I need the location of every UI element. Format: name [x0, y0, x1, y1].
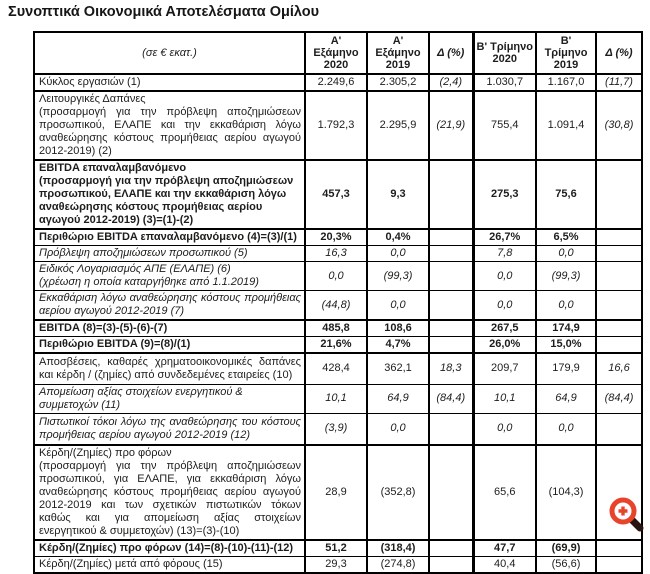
cell-r14-c2: (318,4) [367, 540, 429, 557]
cell-r6-c2: (99,3) [367, 262, 429, 291]
table-row [34, 74, 642, 91]
cell-r13-c1: 28,9 [305, 445, 367, 540]
cell-r14-c5: (69,9) [536, 540, 596, 557]
cell-r9-c2: 4,7% [367, 337, 429, 354]
table-row [34, 262, 642, 291]
row-label: Περιθώριο EBITDA (9)=(8)/(1) [34, 337, 305, 354]
column-header-4: Β' Τρίμηνο 2020 [473, 32, 536, 74]
cell-r5-c5: 0,0 [536, 246, 596, 262]
cell-r11-c5: 64,9 [536, 384, 596, 413]
cell-r1-c6: (11,7) [596, 74, 642, 91]
table-row [34, 91, 642, 160]
cell-r11-c2: 64,9 [367, 384, 429, 413]
cell-r2-c3: (21,9) [429, 91, 473, 160]
cell-r12-c1: (3,9) [305, 413, 367, 445]
cell-r2-c6: (30,8) [596, 91, 642, 160]
cell-r3-c6 [596, 160, 642, 229]
cell-r2-c5: 1.091,4 [536, 91, 596, 160]
row-label: Εκκαθάριση λόγω αναθεώρησης κόστους προμήθειας αερίου αγωγού 2012-2019 (7) [34, 291, 305, 321]
cell-r11-c1: 10,1 [305, 384, 367, 413]
cell-r12-c6 [596, 413, 642, 445]
cell-r9-c6 [596, 337, 642, 354]
table-row [34, 557, 642, 574]
row-label: EBITDA επαναλαμβανόμενο (προσαρμογή για την πρόβλεψη αποζημιώσεων προσωπικού, ΕΛΑΠΕ και την εκκαθάριση λόγω αναθεώρησης κόστους προμήθειας αερίου αγωγού 2012-2019) (3)=(1)-(2) [34, 160, 305, 229]
cell-r15-c5: (56,6) [536, 557, 596, 574]
row-label: EBITDA (8)=(3)-(5)-(6)-(7) [34, 320, 305, 337]
cell-r14-c6 [596, 540, 642, 557]
cell-r9-c1: 21,6% [305, 337, 367, 354]
cell-r8-c5: 174,9 [536, 320, 596, 337]
cell-r14-c1: 51,2 [305, 540, 367, 557]
cell-r1-c5: 1.167,0 [536, 74, 596, 91]
row-label: Κύκλος εργασιών (1) [34, 74, 305, 91]
cell-r7-c2: 0,0 [367, 291, 429, 321]
cell-r12-c3 [429, 413, 473, 445]
cell-r6-c5: (99,3) [536, 262, 596, 291]
cell-r11-c6: (84,4) [596, 384, 642, 413]
cell-r14-c4: 47,7 [473, 540, 536, 557]
cell-r10-c4: 209,7 [473, 353, 536, 384]
cell-r4-c1: 20,3% [305, 229, 367, 246]
table-row [34, 413, 642, 445]
table-row [34, 291, 642, 321]
cell-r9-c3 [429, 337, 473, 354]
column-header-2: Α' Εξάμηνο 2019 [367, 32, 429, 74]
table-row [34, 229, 642, 246]
cell-r13-c4: 65,6 [473, 445, 536, 540]
table-row [34, 160, 642, 229]
row-label: Κέρδη/(Ζημίες) προ φόρων (προσαρμογή για την πρόβλεψη αποζημιώσεων προσωπικού, για ΕΛΑΠΕ, για εκκαθάριση λόγω αναθεώρησης κόστους προμήθειας αερίου αγωγού 2012-2019 και των σχετικών πιστωτικών τόκων καθώς και για απομείωση αξίας στοιχείων ενεργητικού & συμμετοχών) (13)=(3)-(10) [34, 445, 305, 540]
row-label: Κέρδη/(Ζημίες) προ φόρων (14)=(8)-(10)-(11)-(12) [34, 540, 305, 557]
unit-label: (σε € εκατ.) [34, 32, 305, 74]
cell-r5-c2: 0,0 [367, 246, 429, 262]
row-label: Περιθώριο EBITDA επαναλαμβανόμενο (4)=(3)/(1) [34, 229, 305, 246]
row-label: Αποσβέσεις, καθαρές χρηματοοικονομικές δαπάνες και κέρδη / (ζημίες) από συνδεδεμένες εταιρείες (10) [34, 353, 305, 384]
column-header-3: Δ (%) [429, 32, 473, 74]
cell-r4-c5: 6,5% [536, 229, 596, 246]
row-label: Απομείωση αξίας στοιχείων ενεργητικού & συμμετοχών (11) [34, 384, 305, 413]
cell-r2-c2: 2.295,9 [367, 91, 429, 160]
cell-r13-c3 [429, 445, 473, 540]
cell-r13-c2: (352,8) [367, 445, 429, 540]
cell-r13-c5: (104,3) [536, 445, 596, 540]
cell-r10-c3: 18,3 [429, 353, 473, 384]
cell-r8-c6 [596, 320, 642, 337]
cell-r3-c3 [429, 160, 473, 229]
cell-r5-c6 [596, 246, 642, 262]
cell-r15-c2: (274,8) [367, 557, 429, 574]
cell-r2-c1: 1.792,3 [305, 91, 367, 160]
row-label: Λειτουργικές Δαπάνες (προσαρμογή για την πρόβλεψη αποζημιώσεων προσωπικού, ΕΛΑΠΕ και την εκκαθάριση λόγω αναθεώρησης κόστους προμήθειας αερίου αγωγού 2012-2019) (2) [34, 91, 305, 160]
cell-r9-c4: 26,0% [473, 337, 536, 354]
magnifier-plus-icon [607, 496, 644, 533]
cell-r1-c2: 2.305,2 [367, 74, 429, 91]
table-row [34, 353, 642, 384]
cell-r1-c1: 2.249,6 [305, 74, 367, 91]
header-row [34, 32, 642, 74]
table-row [34, 384, 642, 413]
cell-r4-c6 [596, 229, 642, 246]
row-label: Ειδικός Λογαριασμός ΑΠΕ (ΕΛΑΠΕ) (6) (χρέωση η οποία καταργήθηκε από 1.1.2019) [34, 262, 305, 291]
table-row [34, 540, 642, 557]
table-row [34, 246, 642, 262]
cell-r10-c2: 362,1 [367, 353, 429, 384]
cell-r6-c3 [429, 262, 473, 291]
table-row [34, 320, 642, 337]
cell-r7-c6 [596, 291, 642, 321]
cell-r7-c1: (44,8) [305, 291, 367, 321]
table-body [34, 74, 642, 573]
table-header [34, 32, 642, 74]
cell-r7-c3 [429, 291, 473, 321]
table-row [34, 445, 642, 540]
cell-r9-c5: 15,0% [536, 337, 596, 354]
cell-r15-c4: 40,4 [473, 557, 536, 574]
cell-r8-c1: 485,8 [305, 320, 367, 337]
cell-r5-c4: 7,8 [473, 246, 536, 262]
cell-r6-c1: 0,0 [305, 262, 367, 291]
cell-r8-c4: 267,5 [473, 320, 536, 337]
cell-r10-c5: 179,9 [536, 353, 596, 384]
cell-r10-c1: 428,4 [305, 353, 367, 384]
cell-r1-c3: (2,4) [429, 74, 473, 91]
cell-r8-c3 [429, 320, 473, 337]
cell-r12-c2: 0,0 [367, 413, 429, 445]
zoom-in-button[interactable] [607, 496, 644, 533]
page-title: Συνοπτικά Οικονομικά Αποτελέσματα Ομίλου [8, 4, 320, 20]
cell-r15-c6 [596, 557, 642, 574]
column-header-1: Α' Εξάμηνο 2020 [305, 32, 367, 74]
cell-r12-c5: 0,0 [536, 413, 596, 445]
cell-r5-c3 [429, 246, 473, 262]
cell-r3-c5: 75,6 [536, 160, 596, 229]
cell-r2-c4: 755,4 [473, 91, 536, 160]
cell-r14-c3 [429, 540, 473, 557]
row-label: Κέρδη/(Ζημίες) μετά από φόρους (15) [34, 557, 305, 574]
cell-r15-c1: 29,3 [305, 557, 367, 574]
cell-r15-c3 [429, 557, 473, 574]
cell-r6-c4: 0,0 [473, 262, 536, 291]
cell-r5-c1: 16,3 [305, 246, 367, 262]
cell-r8-c2: 108,6 [367, 320, 429, 337]
financial-results-table [33, 31, 643, 574]
column-header-5: Β' Τρίμηνο 2019 [536, 32, 596, 74]
cell-r11-c3: (84,4) [429, 384, 473, 413]
cell-r4-c2: 0,4% [367, 229, 429, 246]
row-label: Πιστωτικοί τόκοι λόγω της αναθεώρησης του κόστους προμήθειας αερίου αγωγού 2012-2019 (12) [34, 413, 305, 445]
cell-r3-c4: 275,3 [473, 160, 536, 229]
cell-r12-c4: 0,0 [473, 413, 536, 445]
cell-r1-c4: 1.030,7 [473, 74, 536, 91]
cell-r3-c1: 457,3 [305, 160, 367, 229]
column-header-6: Δ (%) [596, 32, 642, 74]
cell-r3-c2: 9,3 [367, 160, 429, 229]
cell-r4-c4: 26,7% [473, 229, 536, 246]
table-row [34, 337, 642, 354]
cell-r7-c4: 0,0 [473, 291, 536, 321]
cell-r6-c6 [596, 262, 642, 291]
cell-r7-c5: 0,0 [536, 291, 596, 321]
row-label: Πρόβλεψη αποζημιώσεων προσωπικού (5) [34, 246, 305, 262]
cell-r10-c6: 16,6 [596, 353, 642, 384]
cell-r11-c4: 10,1 [473, 384, 536, 413]
cell-r4-c3 [429, 229, 473, 246]
